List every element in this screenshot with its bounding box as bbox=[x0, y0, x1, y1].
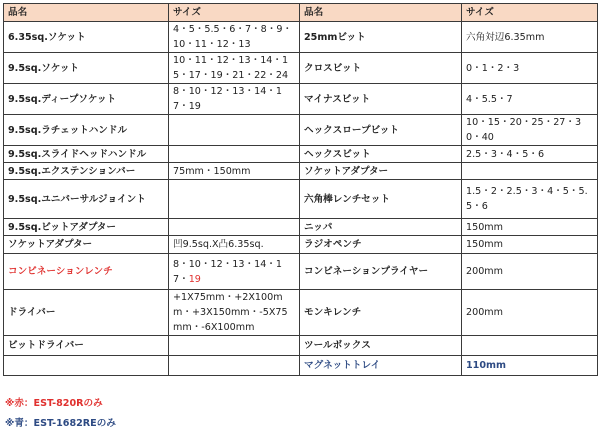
item-name: ドライバー bbox=[4, 290, 169, 336]
item-size: 2.5・3・4・5・6 bbox=[462, 146, 598, 163]
item-size: 4・5.5・7 bbox=[462, 84, 598, 115]
item-name: ヘックスロープビット bbox=[300, 115, 462, 146]
table-row bbox=[4, 180, 598, 219]
note-blue: ※青：EST-1682REのみ bbox=[5, 418, 116, 429]
table-row bbox=[4, 115, 598, 146]
item-size: 10・11・12・13・14・15・17・19・21・22・24 bbox=[169, 53, 300, 84]
legend-notes bbox=[5, 394, 116, 434]
item-name: クロスビット bbox=[300, 53, 462, 84]
item-name: ツールボックス bbox=[300, 336, 462, 356]
table-row bbox=[4, 219, 598, 236]
item-name: ソケットアダプター bbox=[300, 163, 462, 180]
item-name: 9.5sq.ディープソケット bbox=[4, 84, 169, 115]
table-row bbox=[4, 163, 598, 180]
item-name: 9.5sq.エクステンションバー bbox=[4, 163, 169, 180]
item-name: 9.5sq.ユニバーサルジョイント bbox=[4, 180, 169, 219]
item-size: 凹9.5sq.X凸6.35sq. bbox=[169, 236, 300, 254]
item-size bbox=[169, 356, 300, 376]
item-size: 75mm・150mm bbox=[169, 163, 300, 180]
item-size bbox=[169, 219, 300, 236]
item-name: 9.5sq.ソケット bbox=[4, 53, 169, 84]
header-name-2: 品名 bbox=[300, 4, 462, 22]
item-size bbox=[169, 336, 300, 356]
item-size: 200mm bbox=[462, 254, 598, 290]
note-red: ※赤：EST-820Rのみ bbox=[5, 398, 103, 409]
item-size bbox=[169, 180, 300, 219]
item-name: 6.35sq.ソケット bbox=[4, 22, 169, 53]
item-size: 110mm bbox=[462, 356, 598, 376]
item-size: 六角対辺6.35mm bbox=[462, 22, 598, 53]
table-header-row bbox=[4, 4, 598, 22]
item-name: コンビネーションプライヤー bbox=[300, 254, 462, 290]
item-size: 4・5・5.5・6・7・8・9・10・11・12・13 bbox=[169, 22, 300, 53]
size-part: 8・10・12・13・14・17・ bbox=[173, 258, 283, 285]
table-row bbox=[4, 53, 598, 84]
item-name: ヘックスビット bbox=[300, 146, 462, 163]
table-row bbox=[4, 356, 598, 376]
item-name bbox=[4, 356, 169, 376]
table-row bbox=[4, 336, 598, 356]
spec-table bbox=[3, 3, 598, 376]
item-name: マグネットトレイ bbox=[300, 356, 462, 376]
item-name: ビットドライバー bbox=[4, 336, 169, 356]
item-size: 0・1・2・3 bbox=[462, 53, 598, 84]
item-size: +1X75mm・+2X100mm・+3X150mm・-5X75mm・-6X100mm bbox=[169, 290, 300, 336]
item-name: ラジオペンチ bbox=[300, 236, 462, 254]
table-row bbox=[4, 254, 598, 290]
header-size-1: サイズ bbox=[169, 4, 300, 22]
item-size: 1.5・2・2.5・3・4・5・5.5・6 bbox=[462, 180, 598, 219]
table-row bbox=[4, 236, 598, 254]
size-part-red: 19 bbox=[188, 273, 201, 285]
header-name-1: 品名 bbox=[4, 4, 169, 22]
item-size: 10・15・20・25・27・30・40 bbox=[462, 115, 598, 146]
item-size bbox=[169, 115, 300, 146]
item-size bbox=[462, 163, 598, 180]
item-name: 9.5sq.ラチェットハンドル bbox=[4, 115, 169, 146]
table-row bbox=[4, 22, 598, 53]
item-name: ニッパ bbox=[300, 219, 462, 236]
item-size bbox=[462, 336, 598, 356]
header-size-2: サイズ bbox=[462, 4, 598, 22]
item-size: 150mm bbox=[462, 219, 598, 236]
item-name: 9.5sq.スライドヘッドハンドル bbox=[4, 146, 169, 163]
item-name: モンキレンチ bbox=[300, 290, 462, 336]
item-size: 200mm bbox=[462, 290, 598, 336]
item-name: 六角棒レンチセット bbox=[300, 180, 462, 219]
item-size: 8・10・12・13・14・17・19 bbox=[169, 84, 300, 115]
item-name: コンビネーションレンチ bbox=[4, 254, 169, 290]
item-name: ソケットアダプター bbox=[4, 236, 169, 254]
item-size bbox=[169, 254, 300, 290]
item-name: マイナスビット bbox=[300, 84, 462, 115]
item-size: 150mm bbox=[462, 236, 598, 254]
table-row bbox=[4, 290, 598, 336]
item-name: 9.5sq.ビットアダプター bbox=[4, 219, 169, 236]
table-row bbox=[4, 84, 598, 115]
item-size bbox=[169, 146, 300, 163]
item-name: 25mmビット bbox=[300, 22, 462, 53]
table-row bbox=[4, 146, 598, 163]
